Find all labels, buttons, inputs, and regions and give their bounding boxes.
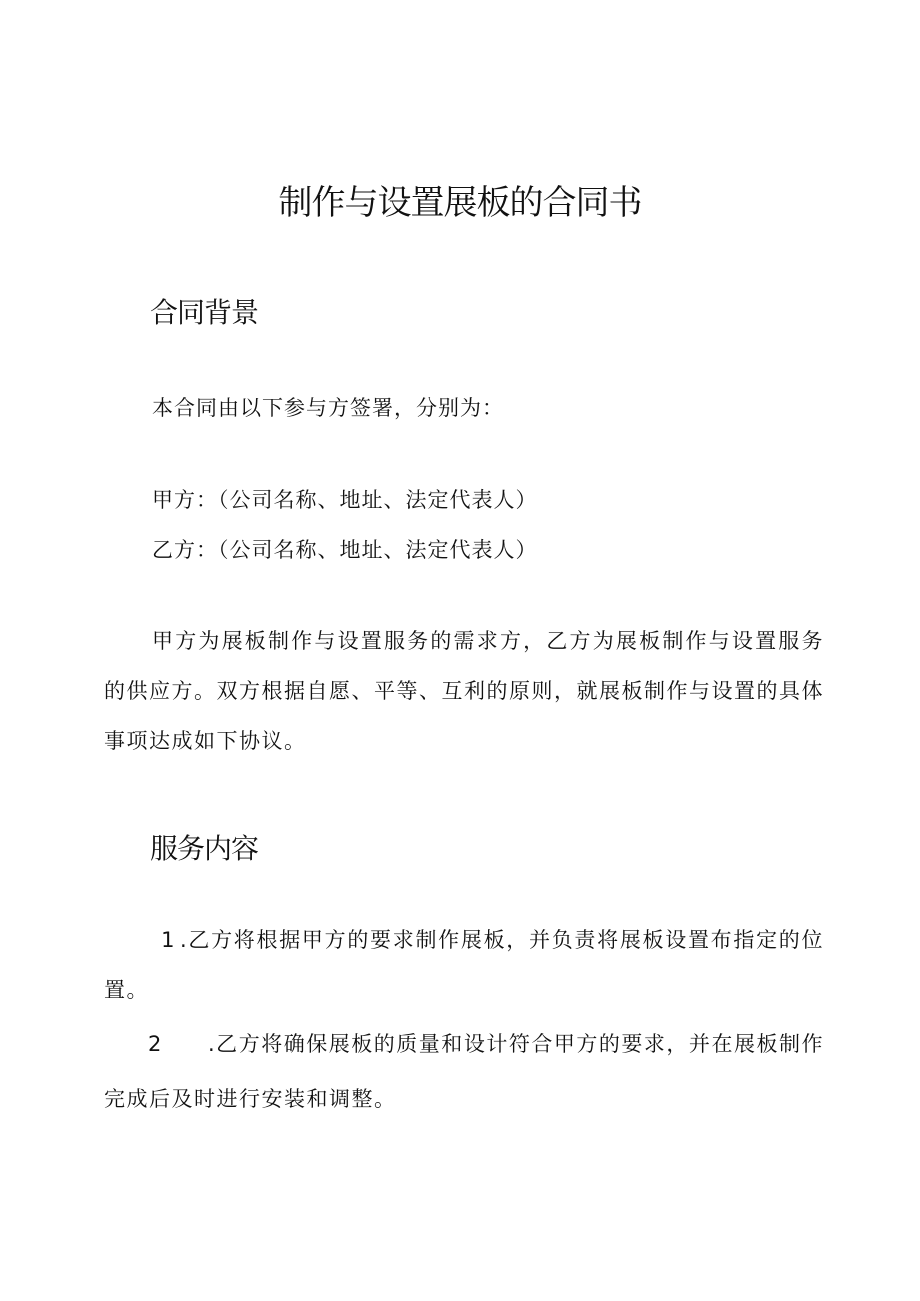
list-item-number: 1 [161, 928, 176, 952]
list-item-text: .乙方将根据甲方的要求制作展板，并负责将展板设置布指定的位置。 [104, 928, 824, 1002]
party-a-text: 甲方：（公司名称、地址、法定代表人） [152, 488, 538, 512]
intro-text: 本合同由以下参与方签署，分别为： [152, 396, 504, 420]
section-heading-services: 服务内容 [150, 832, 259, 865]
list-item [104, 915, 824, 1015]
list-item-number: 2 [148, 1032, 163, 1056]
background-paragraph: 甲方为展板制作与设置服务的需求方，乙方为展板制作与设置服务的供应方。双方根据自愿、平等、互利的原则，就展板制作与设置的具体事项达成如下协议。 [104, 629, 824, 753]
list-item [104, 1017, 824, 1127]
party-b-text: 乙方：（公司名称、地址、法定代表人） [152, 538, 538, 562]
document-title: 制作与设置展板的合同书 [278, 183, 642, 223]
list-item-text: .乙方将确保展板的质量和设计符合甲方的要求，并在展板制作完成后及时进行安装和调整。 [104, 1032, 824, 1111]
section-heading-background: 合同背景 [150, 296, 259, 329]
